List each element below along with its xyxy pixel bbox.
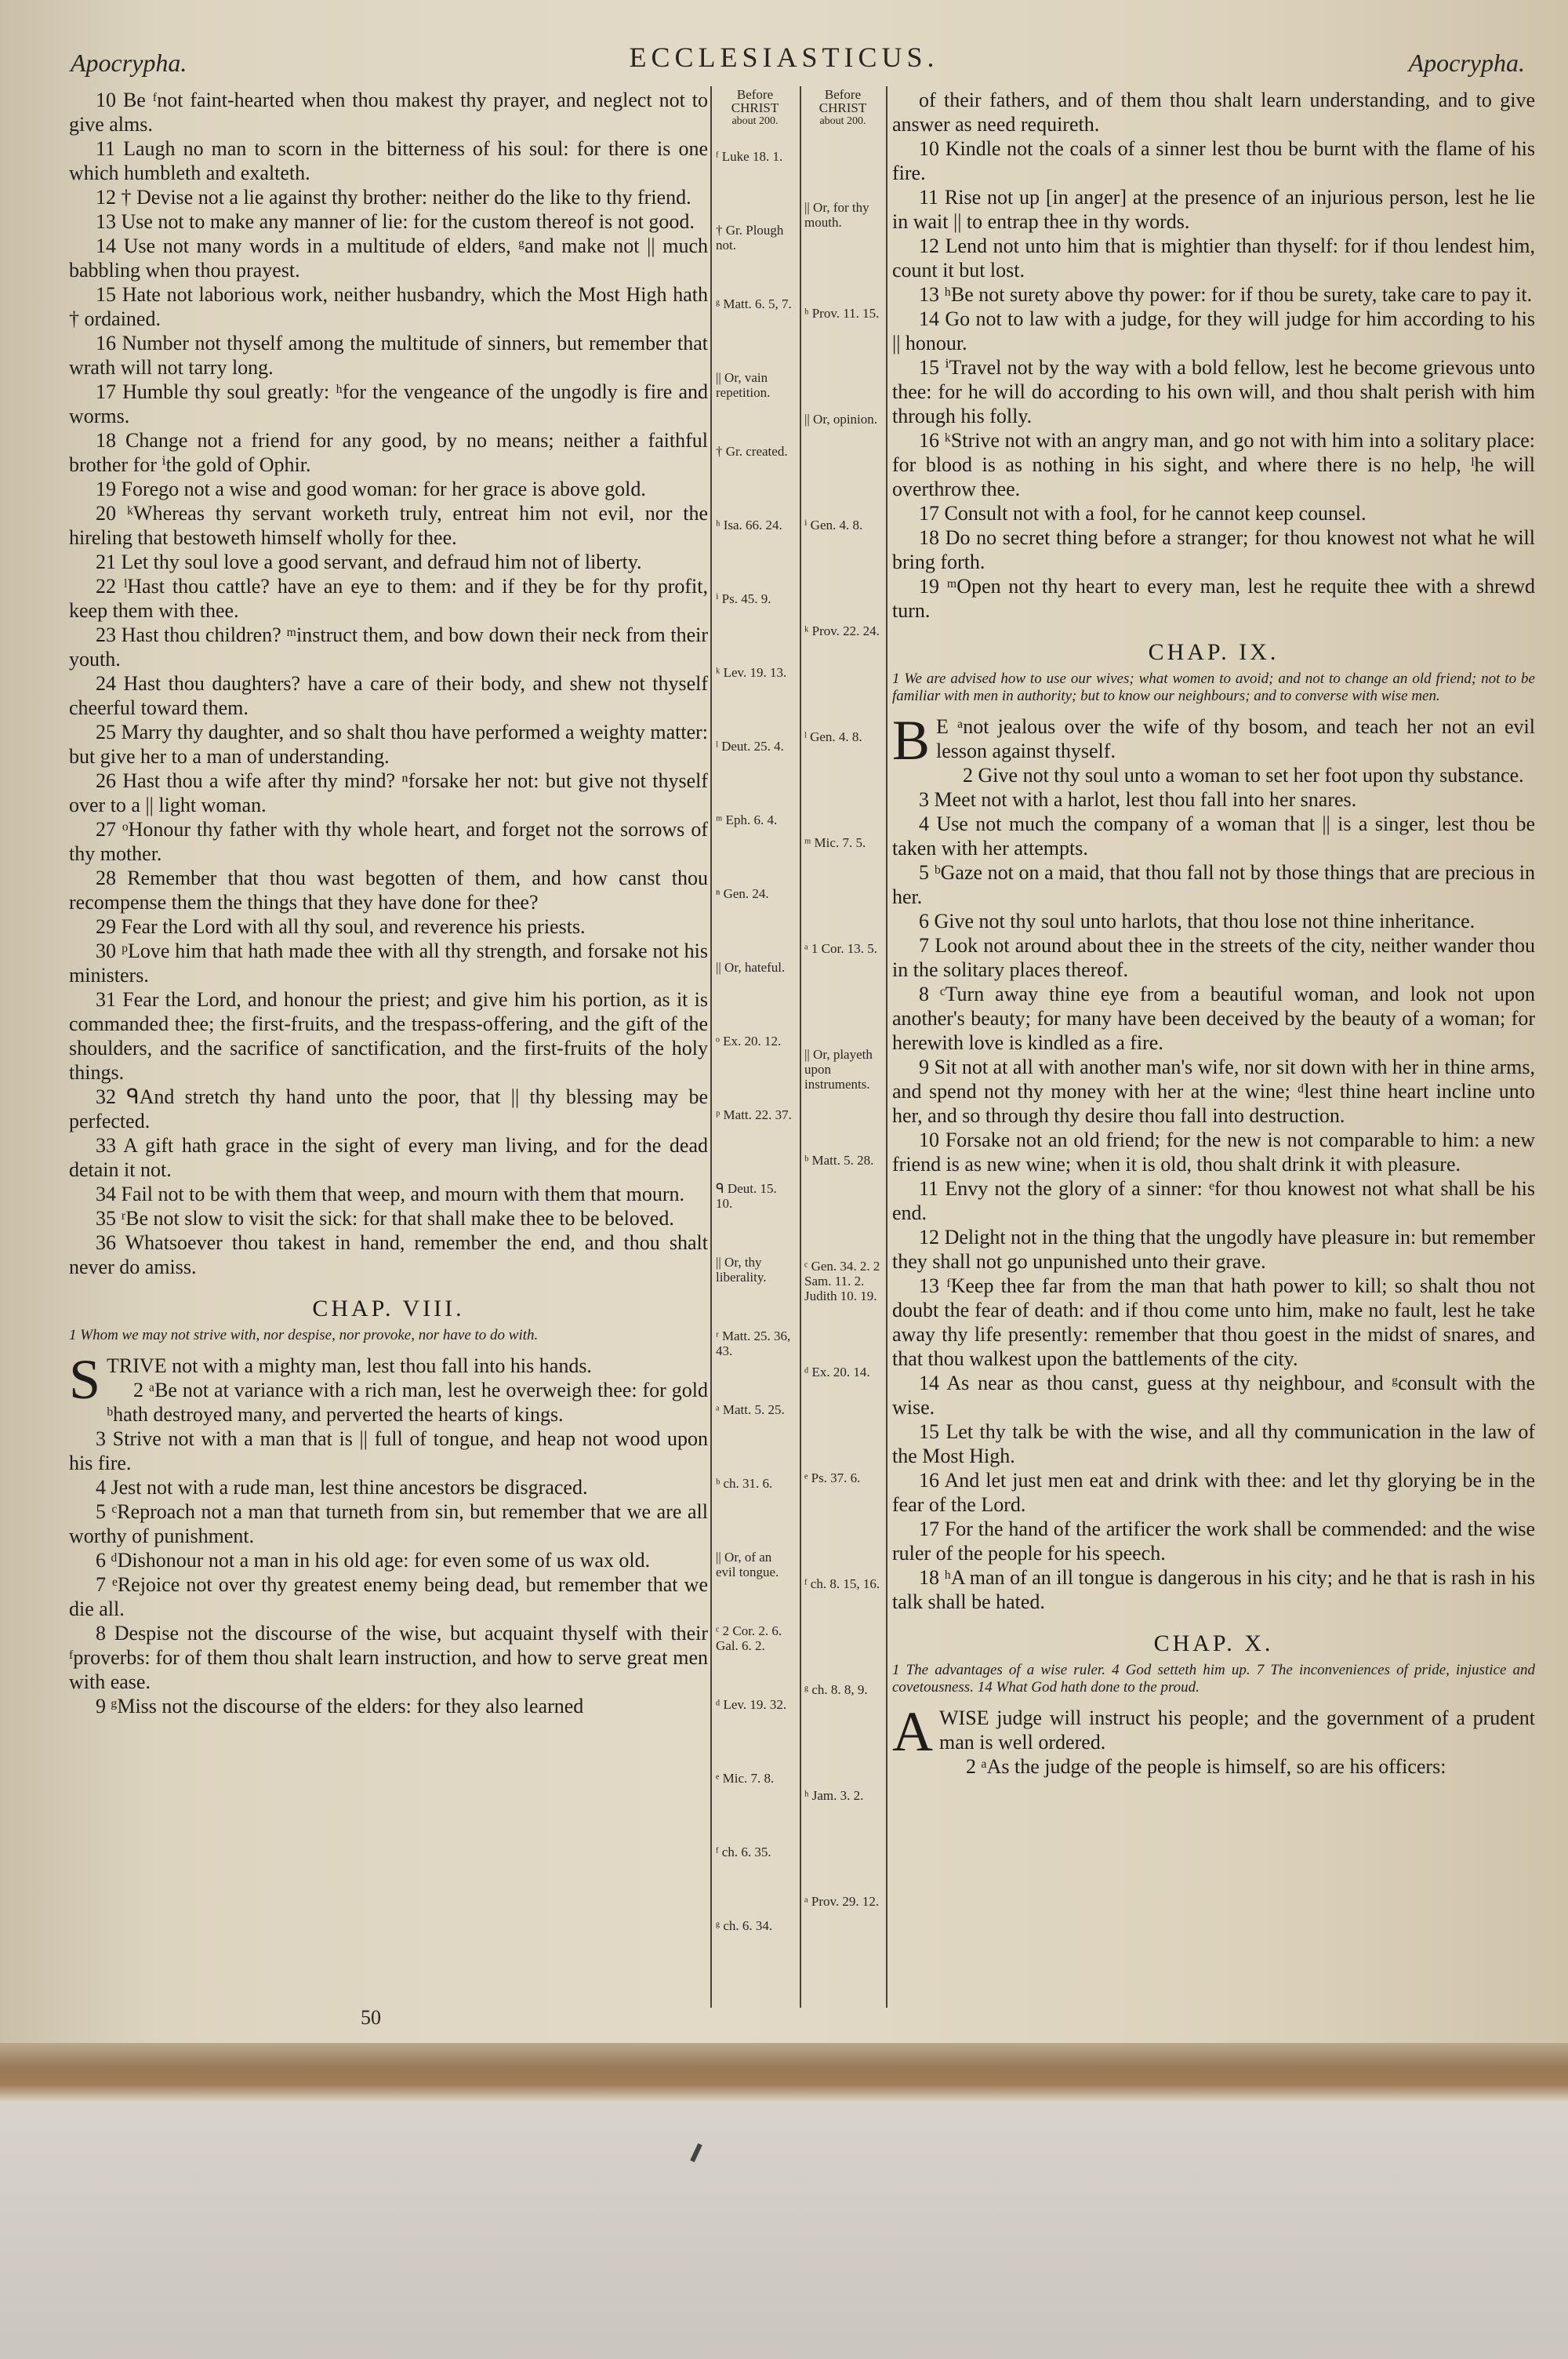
margin-note: ᵏ Prov. 22. 24. — [804, 623, 880, 638]
verse: 21 Let thy soul love a good servant, and defraud him not of liberty. — [96, 551, 642, 573]
verse: 9 ᵍMiss not the discourse of the elders: for they also learned — [96, 1695, 584, 1717]
margin-note: ʳ Matt. 25. 36, 43. — [716, 1329, 791, 1358]
verse: 14 As near as thou canst, guess at thy neighbour, and ᵍconsult with the wise. — [892, 1372, 1535, 1419]
margin-note: ᵐ Eph. 6. 4. — [716, 812, 778, 827]
rule-left — [710, 86, 712, 2008]
text-column-left — [69, 88, 708, 1718]
verse: 12 † Devise not a lie against thy brother: neither do the like to thy friend. — [96, 186, 691, 209]
verse: 28 Remember that thou wast begotten of them, and how canst thou recompense them the things that they have done for thee? — [69, 867, 708, 914]
verse-list — [69, 1378, 708, 1718]
verse: 23 Hast thou children? ᵐinstruct them, and bow down their neck from their youth. — [69, 623, 708, 671]
verse: 5 ᵇGaze not on a maid, that thou fall not by those things that are precious in her. — [892, 861, 1535, 908]
margin-header-left: Before CHRIST about 200. — [731, 87, 779, 127]
verse: 22 ˡHast thou cattle? have an eye to them: and if they be for thy profit, keep them with thee. — [69, 575, 708, 622]
verse: 15 Hate not laborious work, neither husbandry, which the Most High hath † ordained. — [69, 283, 708, 330]
margin-note: ᵐ Mic. 7. 5. — [804, 835, 866, 850]
verse: 16 Number not thyself among the multitude of sinners, but remember that wrath will not tarry long. — [69, 332, 708, 379]
verse: of their fathers, and of them thou shalt learn understanding, and to give answer as need requireth. — [892, 89, 1535, 136]
verse: 8 Despise not the discourse of the wise, but acquaint thyself with their ᶠproverbs: for of them thou shalt learn instruction, and how to serve great men with ease. — [69, 1622, 708, 1693]
margin-note: ᵒ Ex. 20. 12. — [716, 1034, 782, 1049]
verse: 15 Let thy talk be with the wise, and all thy communication in the law of the Most High. — [892, 1420, 1535, 1467]
book-title: ECCLESIASTICUS. — [629, 42, 939, 73]
verse: 11 Laugh no man to scorn in the bitterness of his soul: for there is one which humbleth and exalteth. — [69, 137, 708, 184]
verse-list — [892, 763, 1535, 1614]
verse: 29 Fear the Lord with all thy soul, and reverence his priests. — [96, 915, 586, 938]
running-header-left: Apocrypha. — [71, 49, 187, 77]
verse: 10 Kindle not the coals of a sinner lest thou be burnt with the flame of his fire. — [892, 137, 1535, 184]
chapter-summary: 1 Whom we may not strive with, nor despise, nor provoke, nor have to do with. — [69, 1327, 539, 1343]
verse: 15 ⁱTravel not by the way with a bold fellow, lest he become grievous unto thee: for he will do according to his own will, and thou shalt perish with him through his folly. — [892, 356, 1535, 427]
margin-note: ᵃ Prov. 29. 12. — [804, 1894, 880, 1909]
chapter-heading: CHAP. X. — [1153, 1630, 1274, 1656]
chapter-summary: 1 We are advised how to use our wives; what women to avoid; and not to change an old friend; not to be familiar with men in authority; but to know our neighbours; and to converse with wise men. — [892, 671, 1535, 704]
rule-middle — [800, 86, 801, 2008]
verse: 18 ʰA man of an ill tongue is dangerous in his city; and he that is rash in his talk shall be hated. — [892, 1566, 1535, 1613]
verse: 16 ᵏStrive not with an angry man, and go not with him into a solitary place: for blood is as nothing in his sight, and where there is no help, ˡhe will overthrow thee. — [892, 429, 1535, 500]
margin-note: ᵇ Matt. 5. 28. — [804, 1153, 874, 1168]
drop-cap: A — [892, 1700, 933, 1763]
margin-note: ᵍ ch. 6. 34. — [716, 1918, 773, 1933]
chapter-heading: CHAP. VIII. — [312, 1296, 465, 1321]
verse: 36 Whatsoever thou takest in hand, remember the end, and thou shalt never do amiss. — [69, 1231, 708, 1278]
verse: 4 Use not much the company of a woman that || is a singer, lest thou be taken with her attempts. — [892, 812, 1535, 860]
verse: 16 And let just men eat and drink with thee: and let thy glorying be in the fear of the Lord. — [892, 1469, 1535, 1516]
running-header-right: Apocrypha. — [1408, 49, 1525, 77]
margin-header-right: Before CHRIST about 200. — [818, 87, 867, 127]
margin-note: ⁱ Ps. 45. 9. — [716, 591, 771, 606]
verse: 33 A gift hath grace in the sight of every man living, and for the dead detain it not. — [69, 1134, 708, 1181]
verse: 17 Humble thy soul greatly: ʰfor the vengeance of the ungodly is fire and worms. — [69, 380, 708, 427]
margin-note: ᶜ Gen. 34. 2. 2 Sam. 11. 2. Judith 10. 19. — [804, 1259, 880, 1303]
verse: 18 Do no secret thing before a stranger; for thou knowest not what he will bring forth. — [892, 526, 1535, 573]
verse: 10 Be ᶠnot faint-hearted when thou makest thy prayer, and neglect not to give alms. — [69, 89, 708, 136]
verse: 35 ʳBe not slow to visit the sick: for that shall make thee to be beloved. — [96, 1207, 674, 1230]
margin-note: ᵈ Lev. 19. 32. — [716, 1697, 787, 1712]
margin-note: ᵃ Matt. 5. 25. — [716, 1402, 785, 1417]
verse: 3 Meet not with a harlot, lest thou fall into her snares. — [919, 788, 1357, 811]
verse: 2 Give not thy soul unto a woman to set her foot upon thy substance. — [963, 764, 1524, 787]
page-number: 50 — [361, 2006, 381, 2029]
margin-note: † Gr. created. — [716, 444, 788, 459]
margin-note: ⁱ Gen. 4. 8. — [804, 518, 863, 533]
margin-note: ᵖ Matt. 22. 37. — [716, 1107, 792, 1122]
chapter-opening: STRIVE not with a mighty man, lest thou fall into his hands. — [69, 1348, 592, 1411]
margin-note: ᵍ Matt. 6. 5, 7. — [716, 296, 792, 311]
verse: 14 Go not to law with a judge, for they will judge for him according to his || honour. — [892, 307, 1535, 354]
verse: 2 ᵃAs the judge of the people is himself, so are his officers: — [966, 1755, 1446, 1778]
margin-note: ᶜ 2 Cor. 2. 6. Gal. 6. 2. — [716, 1623, 782, 1653]
margin-note: ᵉ Mic. 7. 8. — [716, 1771, 775, 1786]
verse: 32 ᑫAnd stretch thy hand unto the poor, that || thy blessing may be perfected. — [69, 1085, 708, 1132]
verse: 5 ᶜReproach not a man that turneth from sin, but remember that we are all worthy of punishment. — [69, 1500, 708, 1547]
verse-list — [69, 88, 708, 1279]
drop-cap: S — [69, 1348, 101, 1411]
verse: 3 Strive not with a man that is || full of tongue, and heap not wood upon his fire. — [69, 1427, 708, 1474]
verse: 25 Marry thy daughter, and so shalt thou have performed a weighty matter: but give her to a man of understanding. — [69, 721, 708, 768]
verse: 11 Envy not the glory of a sinner: ᵉfor thou knowest not what shall be his end. — [892, 1177, 1535, 1224]
verse: 8 ᶜTurn away thine eye from a beautiful woman, and look not upon another's beauty; for many have been deceived by the beauty of a woman; for herewith love is kindled as a fire. — [892, 983, 1535, 1054]
chapter-summary: 1 The advantages of a wise ruler. 4 God setteth him up. 7 The inconveniences of pride, injustice and covetousness. 14 What God hath done to the proud. — [892, 1662, 1535, 1696]
page-edge — [0, 2043, 1568, 2102]
verse: 11 Rise not up [in anger] at the presence of an injurious person, lest he lie in wait || to entrap thee in thy words. — [892, 186, 1535, 233]
margin-note: ᶠ ch. 8. 15, 16. — [804, 1576, 880, 1591]
margin-note: ⁿ Gen. 24. — [716, 886, 769, 901]
verse: 6 Give not thy soul unto harlots, that thou lose not thine inheritance. — [919, 910, 1475, 932]
chapter-opening: B E ᵃnot jealous over the wife of thy bosom, and teach her not an evil lesson against thyself. — [892, 709, 1535, 772]
margin-note: || Or, thy liberality. — [716, 1255, 767, 1285]
margin-note: † Gr. Plough not. — [716, 223, 784, 253]
verse: 7 ᵉRejoice not over thy greatest enemy being dead, but remember that we die all. — [69, 1573, 708, 1620]
chapter-opening: AWISE judge will instruct his people; and the government of a prudent man is well ordered. — [892, 1700, 1535, 1763]
margin-note: || Or, playeth upon instruments. — [804, 1047, 873, 1092]
margin-note: ᵈ Ex. 20. 14. — [804, 1365, 870, 1379]
margin-note: || Or, vain repetition. — [716, 370, 771, 400]
verse: 17 For the hand of the artificer the work shall be commended: and the wise ruler of the people for his speech. — [892, 1518, 1535, 1565]
verse: 7 Look not around about thee in the streets of the city, neither wander thou in the solitary places thereof. — [892, 934, 1535, 981]
verse-list — [892, 1754, 1535, 1779]
verse: 6 ᵈDishonour not a man in his old age: for even some of us wax old. — [96, 1549, 651, 1572]
margin-note: ᵍ ch. 8. 8, 9. — [804, 1682, 868, 1697]
margin-note: ˡ Gen. 4. 8. — [804, 729, 862, 744]
chapter-heading: CHAP. IX. — [1148, 639, 1279, 665]
verse: 30 ᵖLove him that hath made thee with all thy strength, and forsake not his ministers. — [69, 940, 708, 987]
text-column-right — [892, 88, 1535, 1779]
verse: 34 Fail not to be with them that weep, and mourn with them that mourn. — [96, 1183, 684, 1205]
margin-note: || Or, hateful. — [716, 960, 786, 975]
verse: 2 ᵃBe not at variance with a rich man, lest he overweigh thee: for gold ᵇhath destroyed many, and perverted the hearts of kings. — [107, 1379, 708, 1426]
margin-note: ˡ Deut. 25. 4. — [716, 739, 784, 754]
verse: 17 Consult not with a fool, for he cannot keep counsel. — [919, 502, 1367, 525]
background-surface — [0, 2102, 1568, 2359]
verse: 24 Hast thou daughters? have a care of their body, and shew not thyself cheerful toward them. — [69, 672, 708, 719]
verse: 4 Jest not with a rude man, lest thine ancestors be disgraced. — [96, 1476, 588, 1499]
margin-note: ᶠ Luke 18. 1. — [716, 149, 783, 164]
margin-note: || Or, opinion. — [804, 412, 878, 427]
verse: 13 ʰBe not surety above thy power: for if thou be surety, take care to pay it. — [919, 283, 1533, 306]
margin-note: ᑫ Deut. 15. 10. — [716, 1181, 777, 1211]
margin-note: ʰ Jam. 3. 2. — [804, 1788, 864, 1803]
rule-right — [886, 86, 887, 2008]
verse: 18 Change not a friend for any good, by no means; neither a faithful brother for ⁱthe gold of Ophir. — [69, 429, 708, 476]
drop-cap: B — [892, 709, 931, 772]
verse: 12 Lend not unto him that is mightier than thyself: for if thou lendest him, count it but lost. — [892, 234, 1535, 282]
margin-note: || Or, for thy mouth. — [804, 200, 869, 230]
verse: 19 ᵐOpen not thy heart to every man, lest he requite thee with a shrewd turn. — [892, 575, 1535, 622]
verse: 27 ᵒHonour thy father with thy whole heart, and forget not the sorrows of thy mother. — [69, 818, 708, 865]
verse-list — [892, 88, 1535, 623]
margin-note: || Or, of an evil tongue. — [716, 1550, 779, 1579]
margin-note: ᵏ Lev. 19. 13. — [716, 665, 787, 680]
verse: 12 Delight not in the thing that the ungodly have pleasure in: but remember they shall not go unpunished unto their grave. — [892, 1226, 1535, 1273]
verse: 9 Sit not at all with another man's wife, nor sit down with her in thine arms, and spend not thy money with her at the wine; ᵈlest thine heart incline unto her, and so through thy desire thou fall into destruction. — [892, 1056, 1536, 1127]
verse: 31 Fear the Lord, and honour the priest; and give him his portion, as it is commanded thee; the first-fruits, and the trespass-offering, and the gift of the shoulders, and the sacrifice of sanctification, and the first-fruits of the holy things. — [69, 988, 708, 1084]
verse: 13 ᶠKeep thee far from the man that hath power to kill; so shalt thou not doubt the fear of death: and if thou come unto him, make no fault, lest he take away thy life presently: remember that thou goest in the midst of snares, and that thou walkest upon the battlements of the city. — [892, 1274, 1535, 1370]
margin-note: ᵉ Ps. 37. 6. — [804, 1470, 861, 1485]
margin-note: ʰ Prov. 11. 15. — [804, 306, 880, 321]
verse: 13 Use not to make any manner of lie: for the custom thereof is not good. — [96, 210, 695, 233]
verse: 20 ᵏWhereas thy servant worketh truly, entreat him not evil, nor the hireling that bestoweth himself wholly for thee. — [69, 502, 708, 549]
margin-note: ᵇ ch. 31. 6. — [716, 1476, 773, 1491]
margin-note: ᶠ ch. 6. 35. — [716, 1845, 771, 1859]
verse: 26 Hast thou a wife after thy mind? ⁿforsake her not: but give not thyself over to a || light woman. — [69, 769, 708, 816]
verse: 19 Forego not a wise and good woman: for her grace is above gold. — [96, 478, 646, 500]
verse: 10 Forsake not an old friend; for the new is not comparable to him: a new friend is as new wine; when it is old, thou shalt drink it with pleasure. — [892, 1129, 1535, 1176]
margin-note: ʰ Isa. 66. 24. — [716, 518, 782, 533]
margin-note: ᵃ 1 Cor. 13. 5. — [804, 941, 877, 956]
verse: 14 Use not many words in a multitude of elders, ᵍand make not || much babbling when thou prayest. — [69, 234, 708, 282]
